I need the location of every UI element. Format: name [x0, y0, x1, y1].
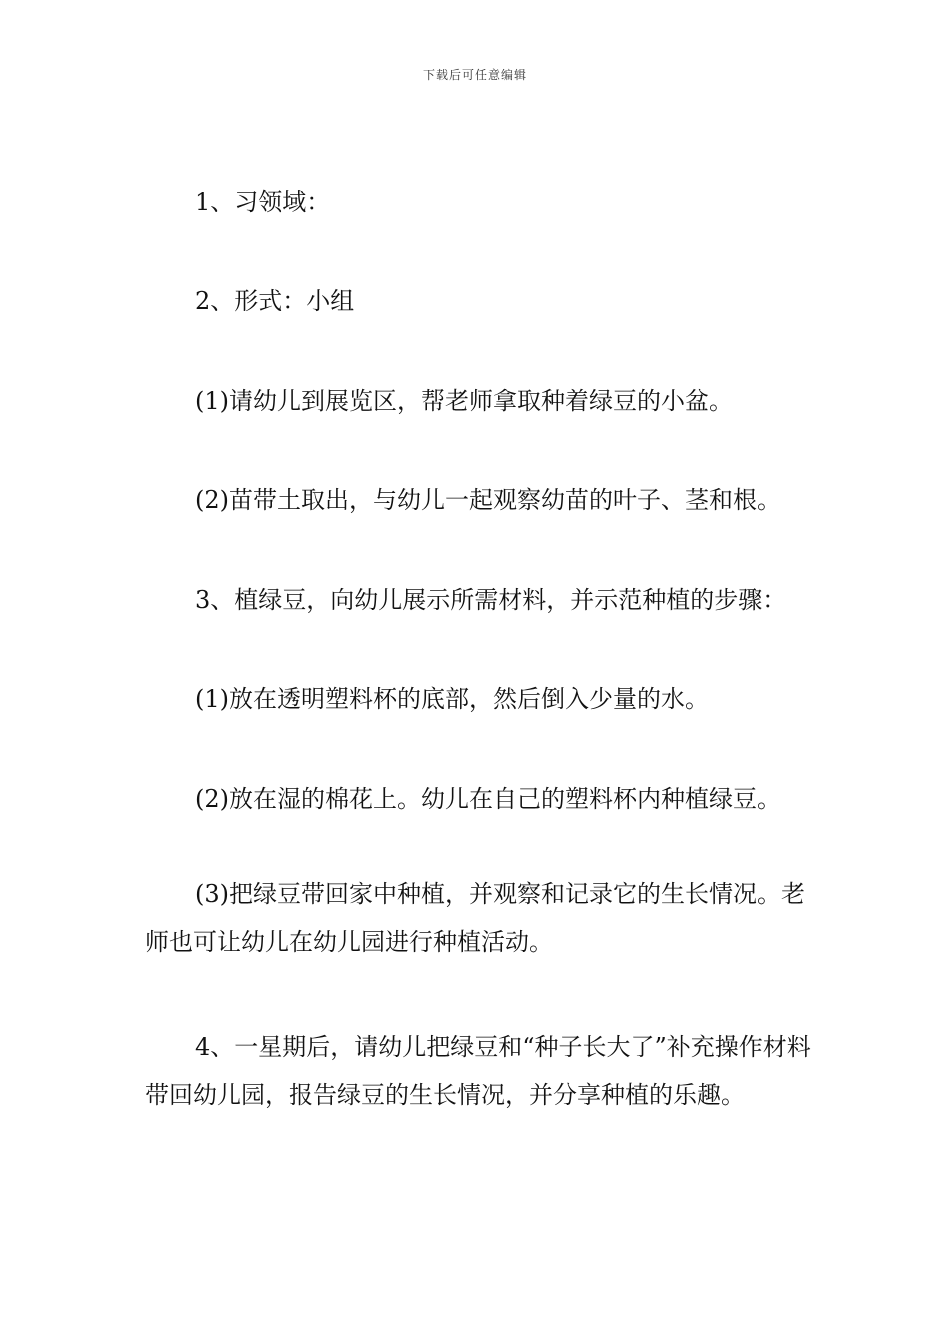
- paragraph-6: (1)放在透明塑料杯的底部，然后倒入少量的水。: [195, 685, 709, 713]
- paragraph-2: 2、形式：小组: [195, 287, 355, 315]
- paragraph-5: 3、植绿豆，向幼儿展示所需材料，并示范种植的步骤：: [195, 586, 787, 614]
- paragraph-8: (3)把绿豆带回家中种植，并观察和记录它的生长情况。老师也可让幼儿在幼儿园进行种植活动。: [145, 880, 805, 956]
- header-note: 下载后可任意编辑: [422, 68, 527, 82]
- paragraph-9: 4、一星期后，请幼儿把绿豆和“种子长大了”补充操作材料带回幼儿园，报告绿豆的生长情况，并分享种植的乐趣。: [145, 1033, 811, 1109]
- paragraph-1: 1、习领域：: [195, 188, 331, 216]
- paragraph-3: (1)请幼儿到展览区，帮老师拿取种着绿豆的小盆。: [195, 387, 733, 415]
- paragraph-7: (2)放在湿的棉花上。幼儿在自己的塑料杯内种植绿豆。: [195, 785, 781, 813]
- paragraph-4: (2)苗带土取出，与幼儿一起观察幼苗的叶子、茎和根。: [195, 486, 781, 514]
